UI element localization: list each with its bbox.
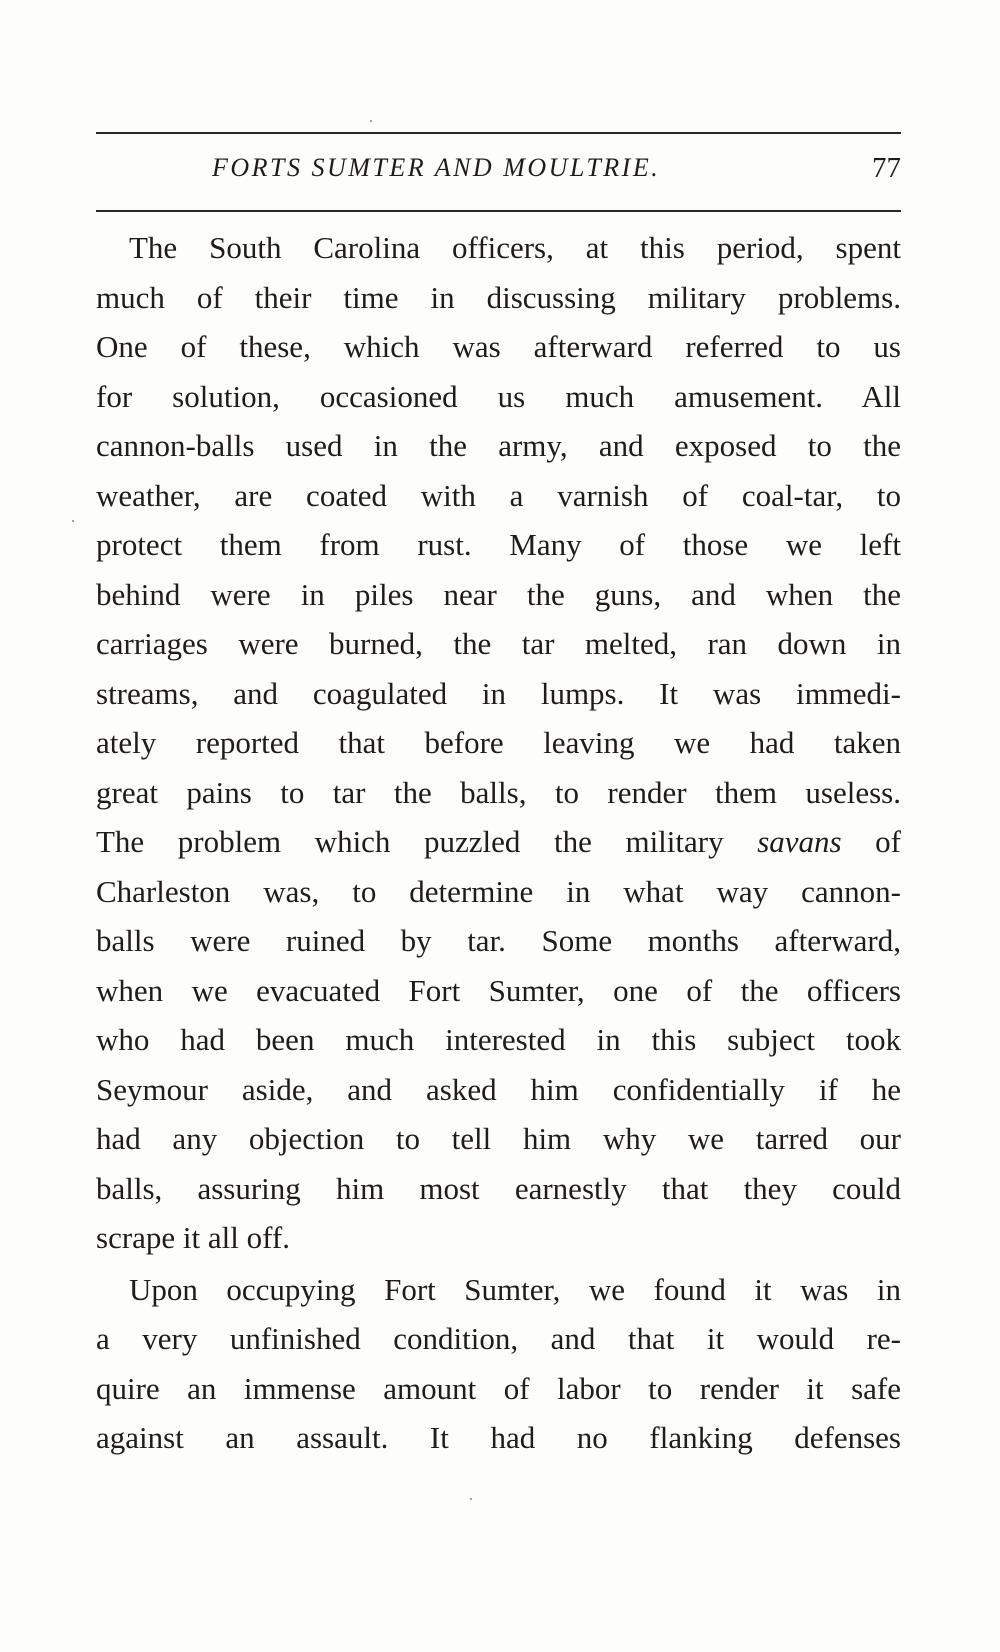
page-number: 77: [872, 152, 901, 184]
text-line: protect them from rust. Many of those we left: [96, 527, 901, 562]
header-rule-top: [96, 132, 901, 134]
header-rule-bottom: [96, 210, 901, 212]
text-line: balls were ruined by tar. Some months afterward,: [96, 923, 901, 958]
text-line: who had been much interested in this subject took: [96, 1022, 901, 1057]
text-line: cannon-balls used in the army, and exposed to the: [96, 428, 901, 463]
text-line: had any objection to tell him why we tarred our: [96, 1121, 901, 1156]
text-line: Seymour aside, and asked him confidentially if he: [96, 1071, 901, 1107]
text-line: when we evacuated Fort Sumter, one of the officers: [96, 972, 901, 1008]
text-line: weather, are coated with a varnish of coal-tar, to: [96, 477, 901, 513]
text-line: a very unfinished condition, and that it would re-: [96, 1321, 901, 1356]
text-line: for solution, occasioned us much amusement. All: [96, 378, 901, 414]
text-line: streams, and coagulated in lumps. It was immedi-: [96, 675, 901, 711]
running-head: [96, 148, 901, 188]
body-text: [96, 223, 901, 1463]
text-line: balls, assuring him most earnestly that they could: [96, 1170, 901, 1206]
paper-speck: [370, 120, 372, 122]
paragraph-2: [96, 1265, 901, 1463]
paper-speck: [470, 1498, 472, 1500]
text-line: quire an immense amount of labor to render it safe: [96, 1370, 901, 1406]
running-title: FORTS SUMTER AND MOULTRIE.: [212, 153, 661, 182]
text-line: Charleston was, to determine in what way cannon-: [96, 873, 901, 909]
text-line: behind were in piles near the guns, and when the: [96, 576, 901, 612]
text-line: scrape it all off.: [96, 1220, 290, 1255]
text-line: One of these, which was afterward referred to us: [96, 329, 901, 364]
italic-word: savans: [757, 824, 842, 859]
text-line-with-italic: The problem which puzzled the military savans of: [96, 824, 902, 859]
text-line: much of their time in discussing military problems.: [96, 279, 901, 315]
text-line: The South Carolina officers, at this period, spent: [129, 230, 901, 265]
text-line: great pains to tar the balls, to render them useless.: [96, 774, 901, 810]
text-line: carriages were burned, the tar melted, ran down in: [96, 626, 901, 661]
paragraph-1: [96, 223, 901, 1263]
text-line: ately reported that before leaving we had taken: [96, 725, 901, 760]
paper-speck: [72, 520, 74, 522]
text-line: against an assault. It had no flanking defenses: [96, 1420, 901, 1455]
text-line: Upon occupying Fort Sumter, we found it was in: [129, 1271, 901, 1307]
